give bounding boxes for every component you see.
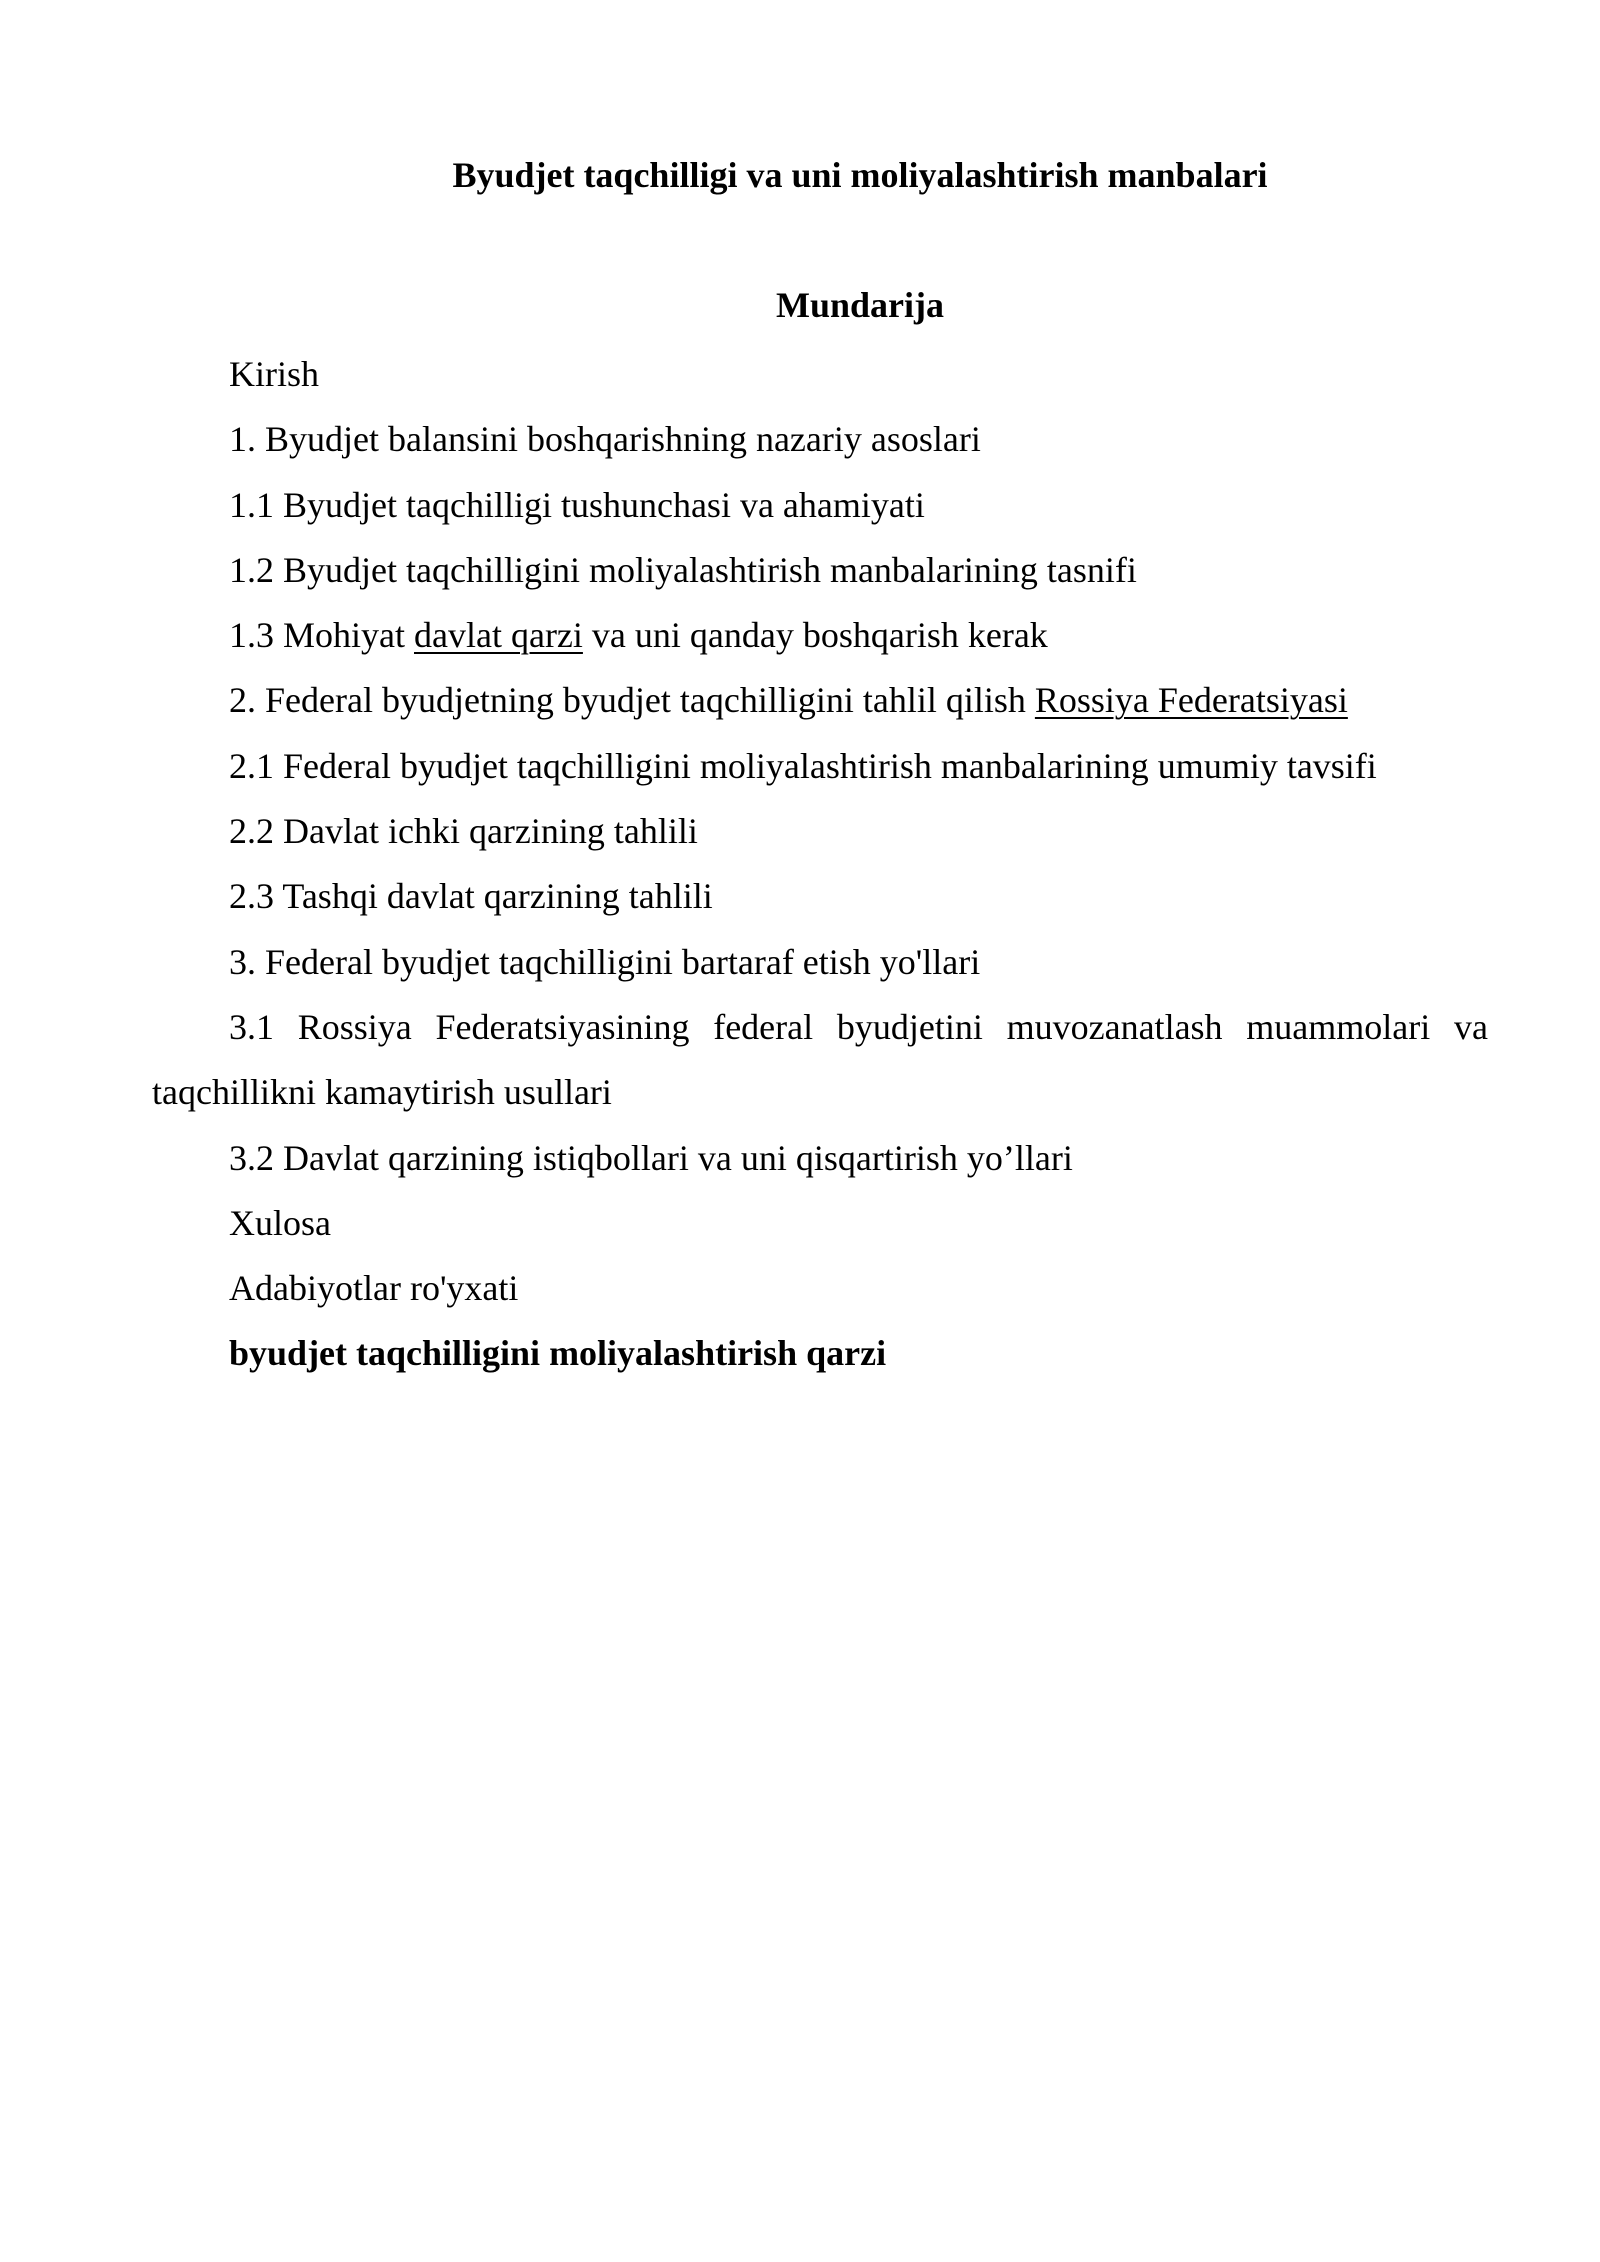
document-title: Byudjet taqchilligi va uni moliyalashtirish manbalari [452,155,1268,195]
toc-item-adabiyotlar: Adabiyotlar ro'yxati [229,1268,519,1309]
toc-item-1-2: 1.2 Byudjet taqchilligini moliyalashtirish manbalarining tasnifi [229,549,1137,590]
toc-item-2-prefix: 2. Federal byudjetning byudjet taqchilligini tahlil qilish [229,680,1035,721]
toc-item-kirish: Kirish [229,354,319,394]
toc-item-1-3-suffix: va uni qanday boshqarish kerak [582,615,1048,656]
toc-heading: Mundarija [775,285,944,325]
toc-item-2-2: 2.2 Davlat ichki qarzining tahlili [229,811,698,852]
toc-link-davlat-qarzi[interactable]: davlat qarzi [414,615,583,656]
keywords-line: byudjet taqchilligini moliyalashtirish qarzi [229,1333,887,1374]
toc-item-2-3: 2.3 Tashqi davlat qarzining tahlili [229,876,713,917]
toc-item-1-3-prefix: 1.3 Mohiyat [229,615,414,656]
toc-item-3: 3. Federal byudjet taqchilligini bartaraf etish yo'llari [229,941,981,982]
toc-link-rossiya-federatsiyasi[interactable]: Rossiya Federatsiyasi [1034,680,1348,721]
toc-item-xulosa: Xulosa [229,1202,331,1243]
toc-item-2-1: 2.1 Federal byudjet taqchilligini moliyalashtirish manbalarining umumiy tavsifi [229,745,1377,786]
toc-item-1: 1. Byudjet balansini boshqarishning nazariy asoslari [229,419,981,460]
toc-item-1-3 [152,603,1488,668]
toc-item-3-2: 3.2 Davlat qarzining istiqbollari va uni qisqartirish yo’llari [229,1137,1073,1178]
table-of-contents [152,342,1488,1387]
toc-item-2 [152,668,1488,733]
toc-item-1-1: 1.1 Byudjet taqchilligi tushunchasi va ahamiyati [229,484,925,525]
toc-item-3-1: 3.1 Rossiya Federatsiyasining federal byudjetini muvozanatlash muammolari va taqchillikni kamaytirish usullari [152,1006,1488,1113]
